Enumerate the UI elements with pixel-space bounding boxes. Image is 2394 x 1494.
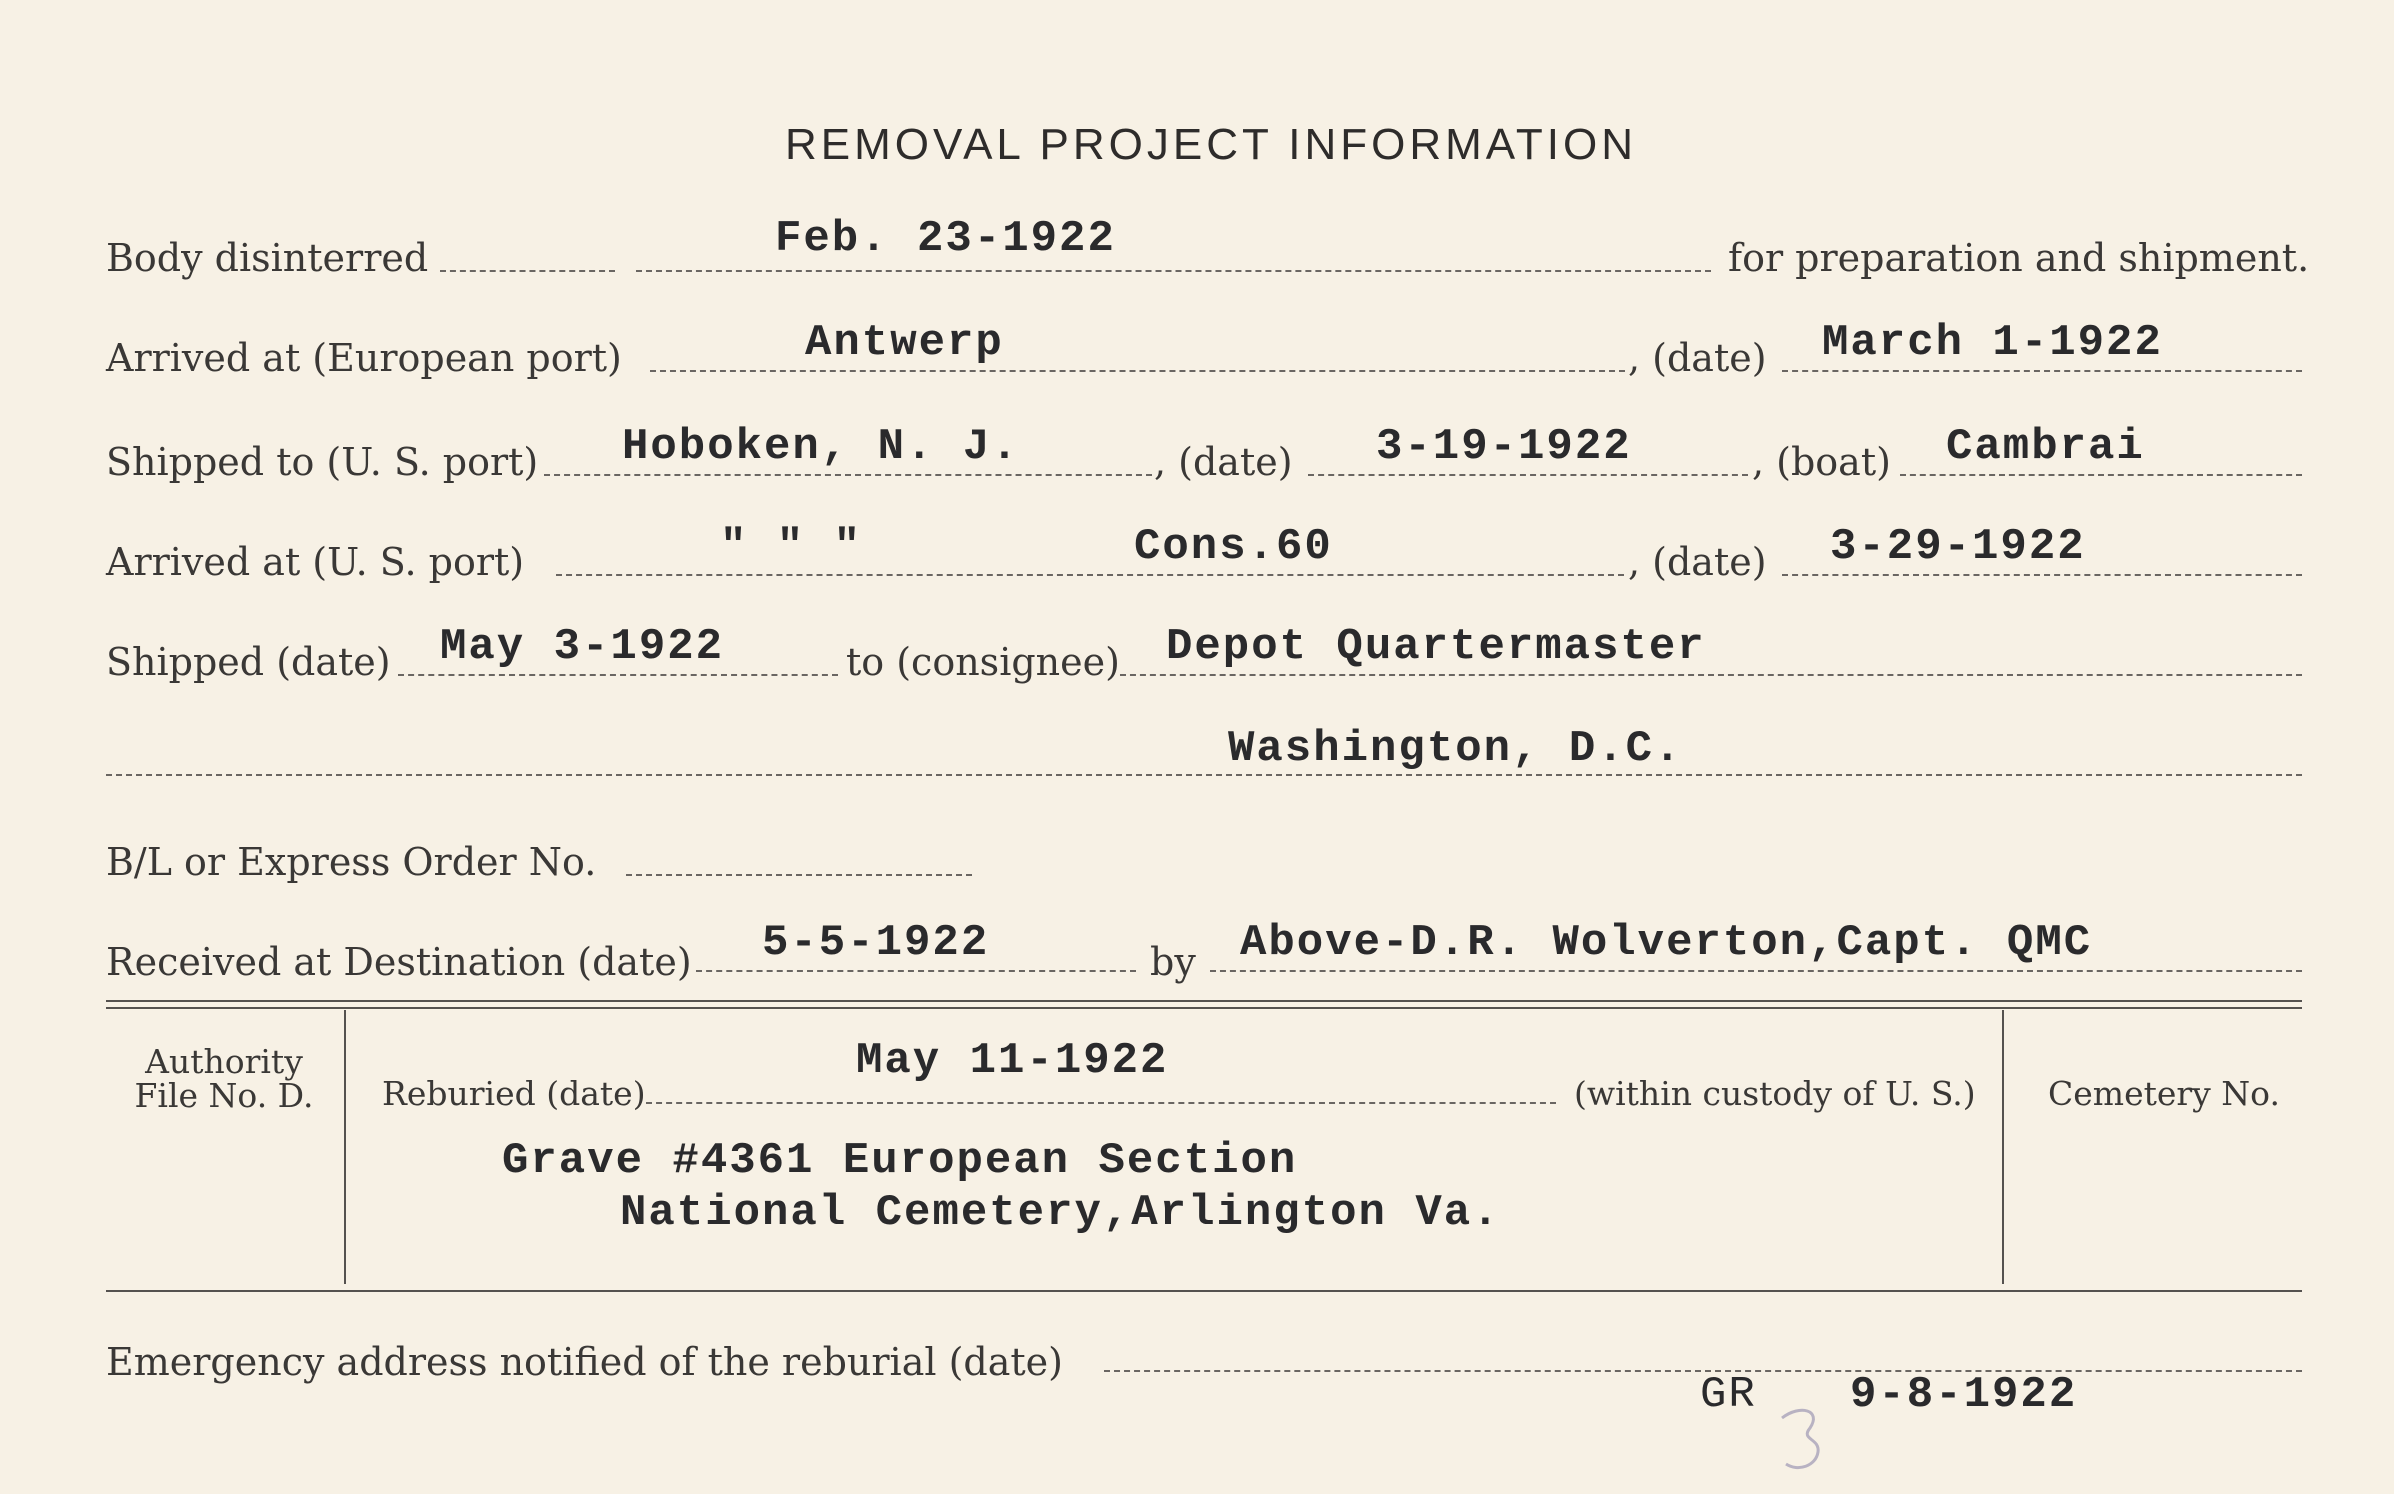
reburied-grave-2: National Cemetery,Arlington Va. [620,1188,1501,1238]
received-by-label: by [1150,940,1196,984]
arrived-europe-label: Arrived at (European port) [106,336,622,380]
shipped-date-line [398,674,838,676]
shipped-to-date: 3-19-1922 [1376,422,1632,472]
box-bottom-rule [106,1290,2302,1292]
received-label: Received at Destination (date) [106,940,692,984]
shipped-to-boat: Cambrai [1946,422,2145,472]
arrived-europe-line [650,370,1625,372]
card-title: REMOVAL PROJECT INFORMATION [785,120,1637,169]
shipped-to-label: Shipped to (U. S. port) [106,440,539,484]
shipped-to-date-line [1308,474,1748,476]
received-by: Above-D.R. Wolverton,Capt. QMC [1240,918,2093,968]
box-left-divider [344,1010,346,1284]
box-top-rule [106,1000,2302,1002]
consignee-line-2 [106,774,2302,776]
shipped-to-boat-label: , (boat) [1752,440,1891,484]
arrived-us-line [556,574,1624,576]
shipped-to-boat-line [1900,474,2302,476]
arrived-europe-date: March 1-1922 [1822,318,2163,368]
received-by-line [1210,970,2302,972]
body-disinterred-line [440,270,615,272]
received-date: 5-5-1922 [762,918,990,968]
reburied-suffix: (within custody of U. S.) [1574,1074,1976,1113]
shipped-consignee: Depot Quartermaster [1166,622,1706,672]
bl-order-line [626,874,972,876]
shipped-date: May 3-1922 [440,622,725,672]
reburied-date: May 11-1922 [856,1036,1169,1086]
shipped-to-date-label: , (date) [1154,440,1293,484]
arrived-europe-date-line [1782,370,2302,372]
arrived-europe-date-label: , (date) [1628,336,1767,380]
body-disinterred-suffix: for preparation and shipment. [1728,236,2310,280]
body-disinterred-line-2 [636,270,1711,272]
arrived-us-date-label: , (date) [1628,540,1767,584]
box-top-rule-2 [106,1007,2302,1009]
arrived-europe-port: Antwerp [805,318,1004,368]
reburied-line [646,1102,1556,1104]
arrived-us-ditto: " " " [720,522,863,572]
emergency-label: Emergency address notified of the reburial (date) [106,1340,1063,1384]
body-disinterred-label: Body disinterred [106,236,429,280]
shipped-consignee-line [1120,674,2302,676]
box-right-divider [2002,1010,2004,1284]
shipped-consignee-line2: Washington, D.C. [1228,724,1683,774]
arrived-us-label: Arrived at (U. S. port) [106,540,525,584]
bl-order-label: B/L or Express Order No. [106,840,597,884]
received-date-line [696,970,1136,972]
authority-label-1: Authority [145,1042,303,1081]
reburied-label: Reburied (date) [382,1074,646,1113]
shipped-to-port: Hoboken, N. J. [622,422,1020,472]
shipped-label: Shipped (date) [106,640,391,684]
cemetery-no-label: Cemetery No. [2048,1074,2280,1113]
body-disinterred-value: Feb. 23-1922 [775,214,1116,264]
emergency-date: 9-8-1922 [1850,1370,2078,1420]
arrived-us-date: 3-29-1922 [1830,522,2086,572]
shipped-consignee-label: to (consignee) [846,640,1120,684]
emergency-prefix: GR [1700,1370,1757,1420]
shipped-to-line [544,474,1152,476]
authority-label-2: File No. D. [134,1076,314,1115]
reburied-grave-1: Grave #4361 European Section [502,1136,1298,1186]
handwritten-mark [1770,1400,1840,1480]
arrived-us-port: Cons.60 [1134,522,1333,572]
arrived-us-date-line [1782,574,2302,576]
